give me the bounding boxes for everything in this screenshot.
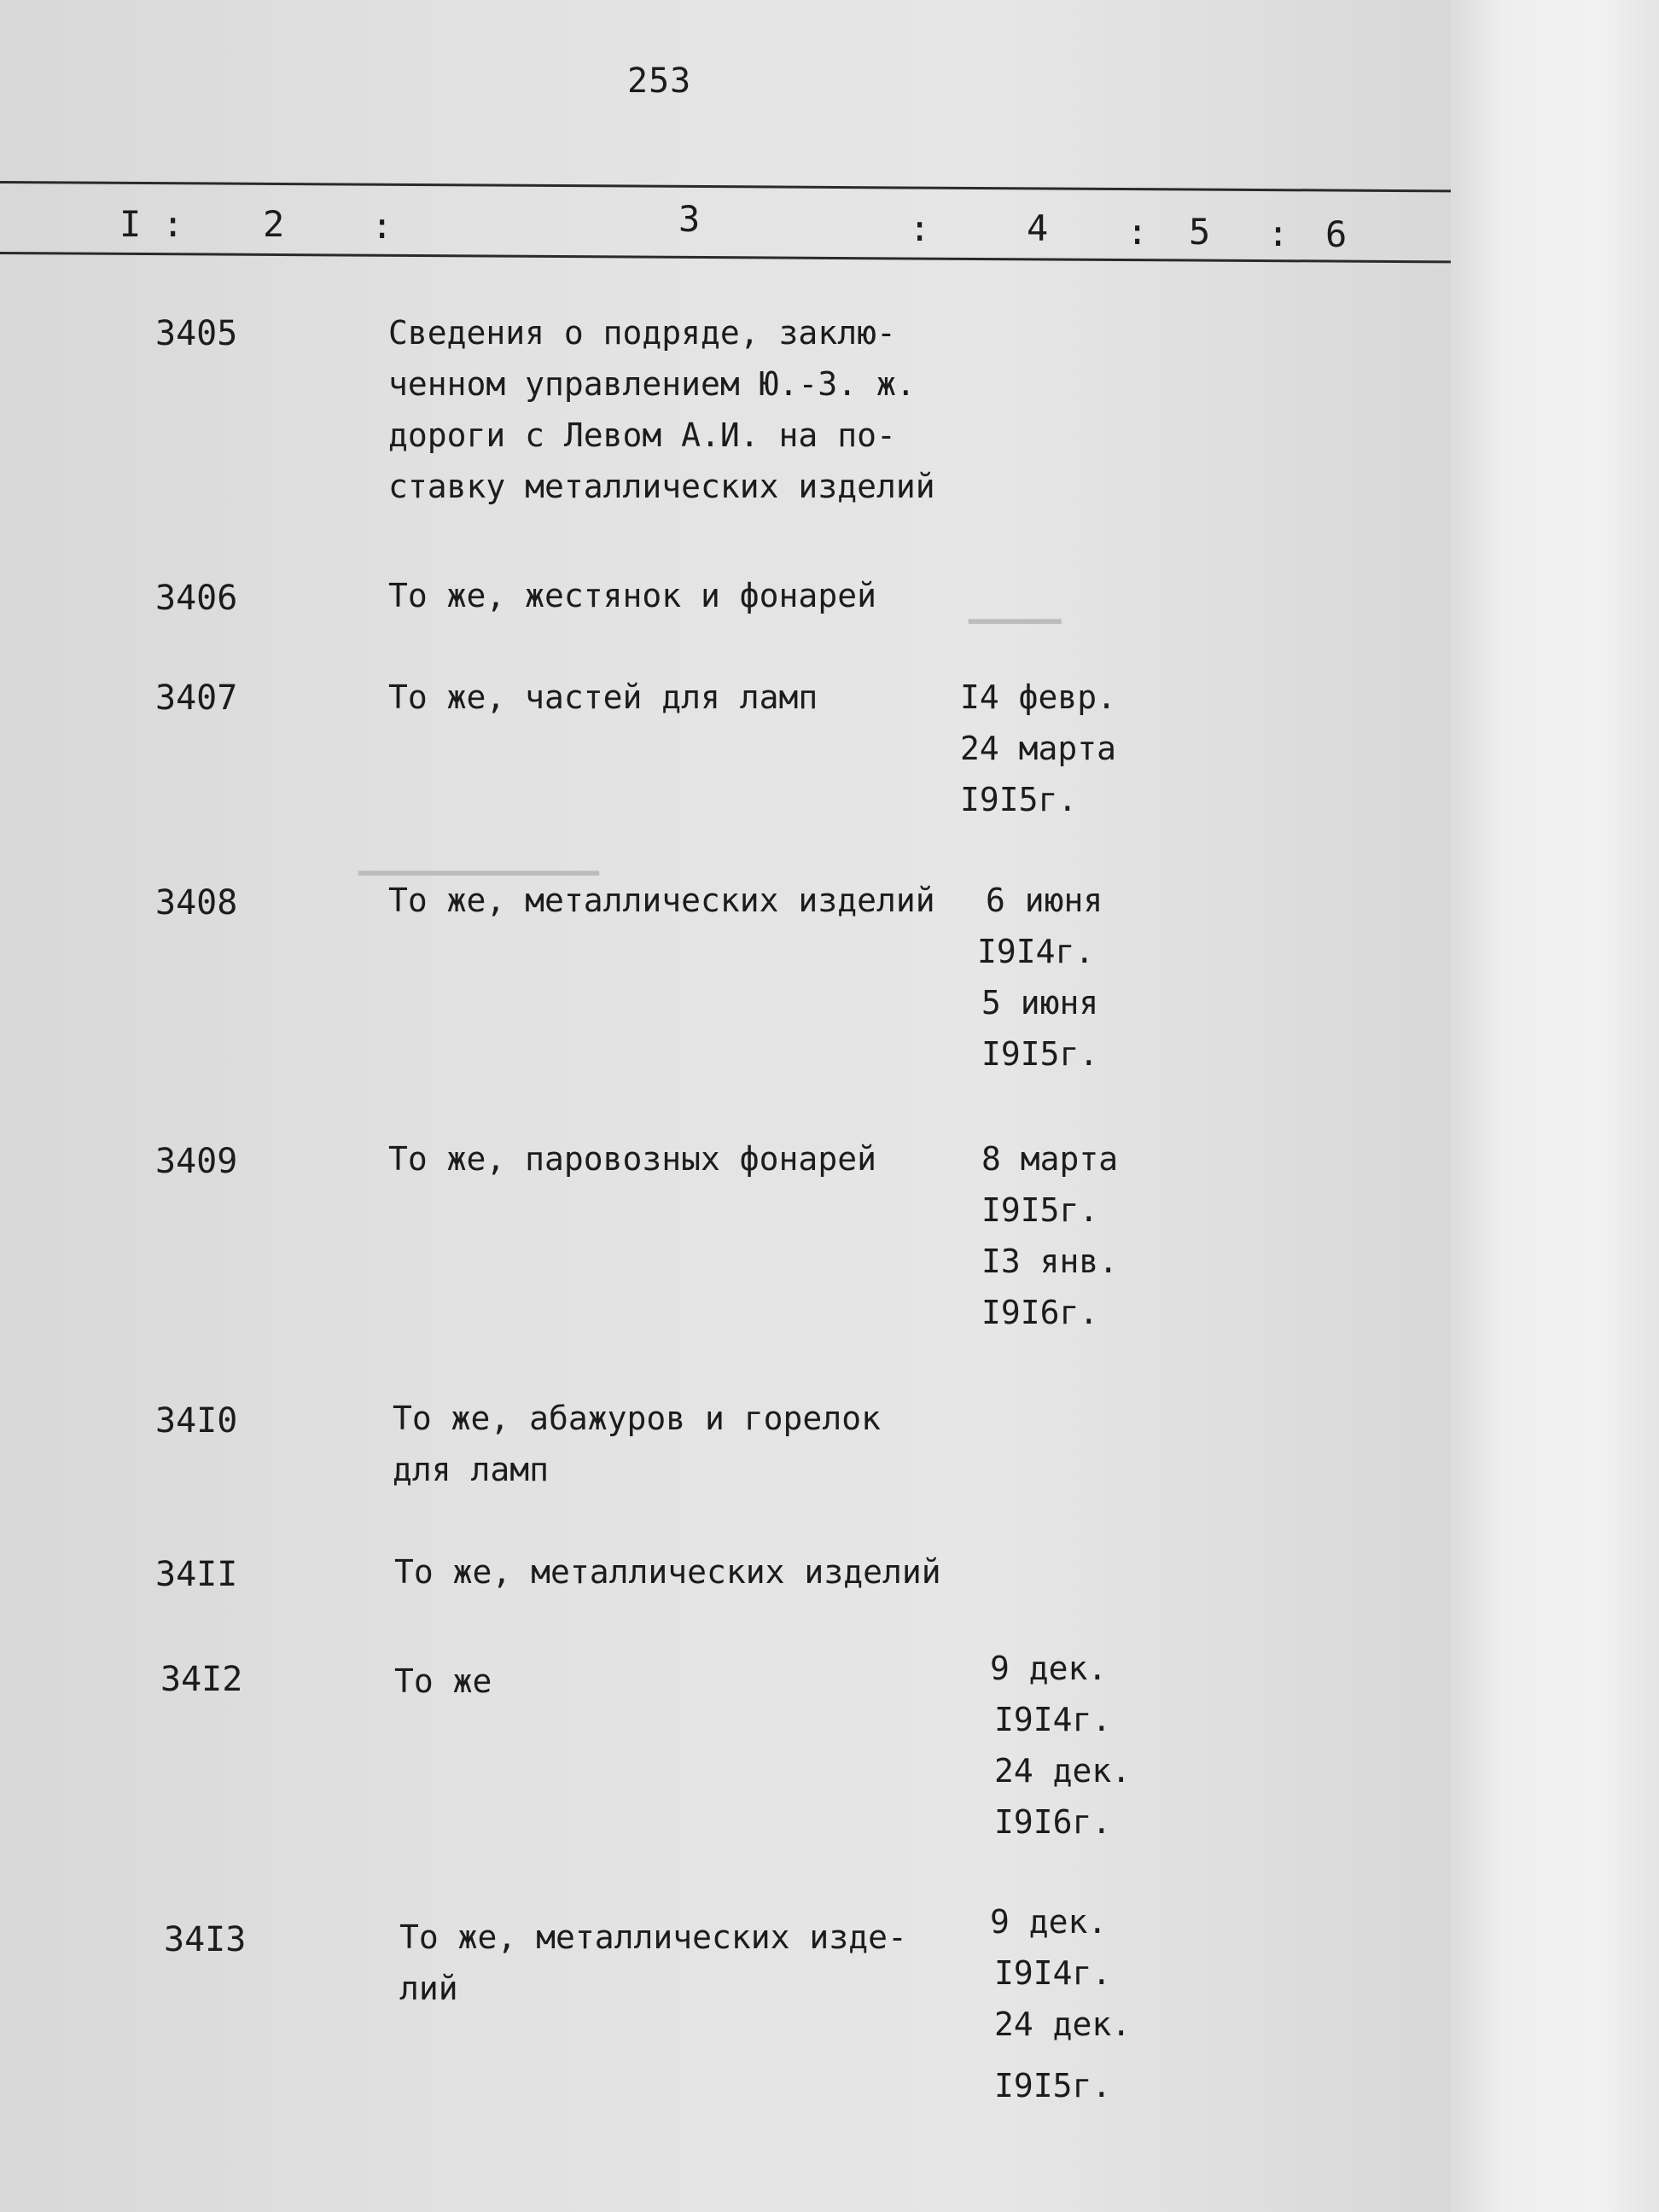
entry-dates — [960, 875, 1103, 1080]
entry-date: I9I6г. — [994, 1803, 1112, 1841]
entry-title: Сведения о подряде, заклю- ченном управлением Ю.-З. ж. дороги с Левом А.И. на по- ставку металлических изделий — [388, 314, 935, 505]
entry-date: I9I6г. — [981, 1294, 1099, 1331]
entry-dates — [981, 1133, 1118, 1338]
entry-date: I9I5г. — [981, 1191, 1099, 1229]
entry-date: 24 марта — [960, 730, 1117, 767]
bleed-through-text: ▁▁▁▁▁▁▁▁▁▁▁▁▁ — [358, 841, 599, 876]
entry-date: I3 янв. — [981, 1243, 1119, 1280]
entry-date: I4 февр. — [960, 678, 1117, 716]
entry-title: То же, частей для ламп — [388, 678, 818, 716]
entry-title: То же, металлических изде- лий — [399, 1918, 907, 2007]
column-separator: : — [162, 203, 184, 245]
entry-dates — [990, 1643, 1131, 1848]
entry-number: 34II — [155, 1555, 238, 1594]
entry-date: I9I4г. — [994, 1954, 1112, 1992]
entry-date: 6 июня — [986, 882, 1103, 919]
entry-date: I9I4г. — [994, 1701, 1112, 1738]
entry-date: I9I5г. — [960, 781, 1078, 818]
entry-date: 9 дек. — [990, 1650, 1108, 1687]
column-header-2: 2 — [263, 203, 285, 245]
column-header-6: 6 — [1325, 213, 1348, 255]
entry-date: I9I5г. — [981, 1035, 1099, 1073]
column-separator: : — [1126, 211, 1149, 253]
entry-date: 24 дек. — [994, 2005, 1132, 2043]
entry-date: 8 марта — [981, 1140, 1119, 1178]
entry-date: 24 дек. — [994, 1752, 1132, 1790]
entry-number: 3409 — [155, 1142, 238, 1181]
entry-number: 3408 — [155, 883, 238, 923]
entry-title: То же, паровозных фонарей — [388, 1140, 876, 1178]
entry-dates — [960, 672, 1116, 825]
paper-edge — [1451, 0, 1659, 2212]
entry-number: 34I3 — [164, 1920, 247, 1959]
entry-title: То же, металлических изделий — [388, 882, 935, 919]
entry-number: 3406 — [155, 579, 238, 618]
entry-title: То же, жестянок и фонарей — [388, 577, 876, 614]
bleed-through-text: ▁▁▁▁▁ — [969, 589, 1062, 624]
entry-number: 3405 — [155, 314, 238, 353]
column-separator: : — [371, 205, 393, 247]
column-separator: : — [1267, 212, 1289, 254]
entry-number: 34I0 — [155, 1401, 238, 1441]
column-header-3: 3 — [678, 198, 701, 240]
column-header-1: I — [119, 203, 142, 245]
entry-date: I9I5г. — [994, 2067, 1112, 2104]
entry-number: 34I2 — [160, 1660, 243, 1699]
entry-title: То же, абажуров и горелок для ламп — [393, 1400, 881, 1488]
entry-title: То же, металлических изделий — [394, 1553, 941, 1591]
entry-date: 9 дек. — [990, 1903, 1108, 1941]
column-header-4: 4 — [1027, 207, 1049, 249]
column-header-5: 5 — [1189, 211, 1211, 253]
entry-date: I9I4г. — [977, 933, 1095, 970]
entry-dates — [990, 1896, 1131, 2111]
page-number: 253 — [627, 61, 692, 101]
entry-title: То же — [394, 1662, 492, 1700]
entry-date: 5 июня — [981, 984, 1099, 1022]
entry-number: 3407 — [155, 678, 238, 718]
column-separator: : — [909, 207, 931, 249]
